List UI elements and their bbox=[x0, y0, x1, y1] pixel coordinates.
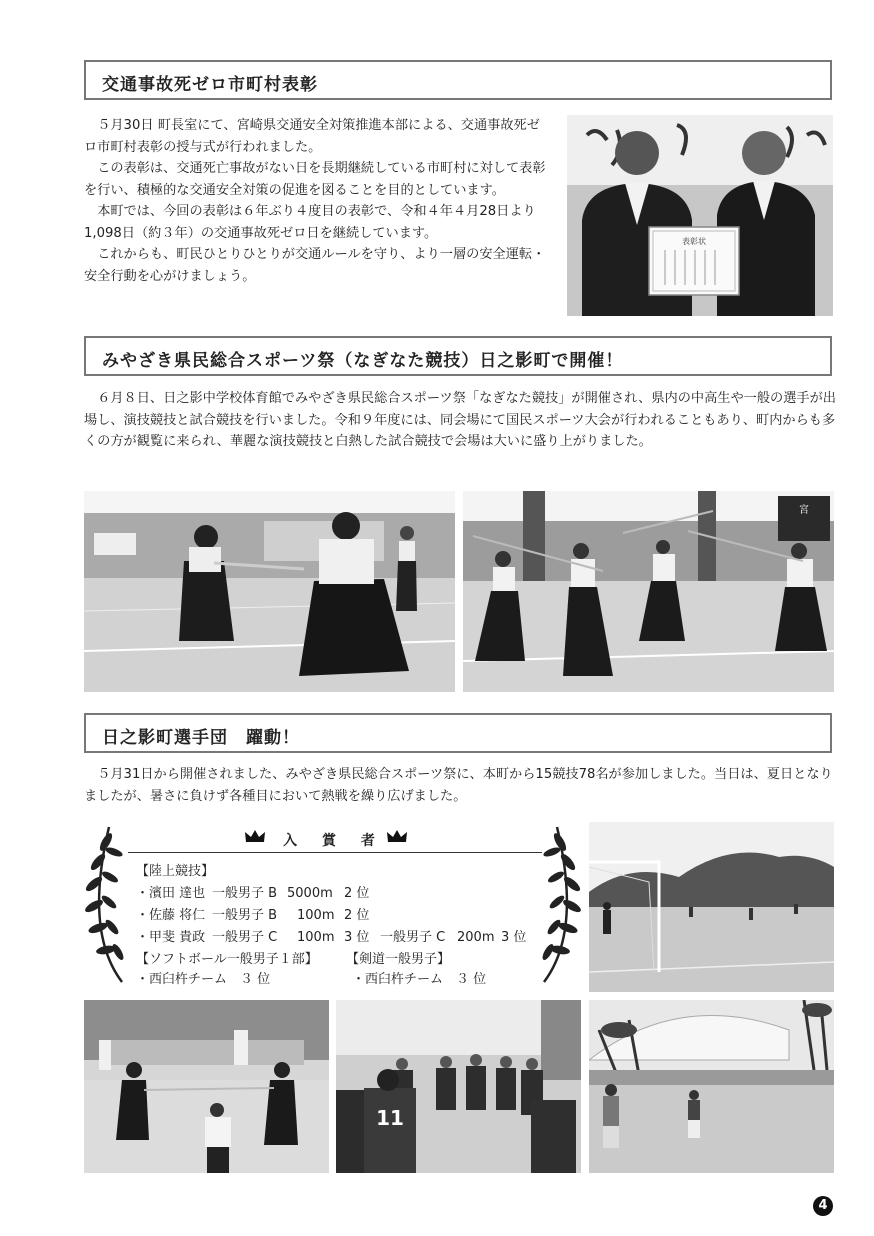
athlete-category: 一般男子 C bbox=[380, 930, 446, 945]
certificate-label: 表彰状 bbox=[682, 237, 706, 246]
section-header-naginata bbox=[84, 336, 832, 376]
venue-banner-text: 宮 bbox=[799, 505, 809, 516]
naginata-match-photo bbox=[84, 491, 455, 692]
kendo-result: ・西臼杵チーム ３ 位 bbox=[352, 972, 487, 987]
section-title: みやざき県民総合スポーツ祭（なぎなた競技）日之影町で開催！ bbox=[102, 351, 624, 371]
paragraph: これからも、町民ひとりひとりが交通ルールを守り、より一層の安全運転・安全行動を心がけましょう。 bbox=[84, 247, 546, 284]
award-winners-box bbox=[84, 822, 584, 992]
award-title: 入 賞 者 bbox=[283, 833, 385, 849]
athlete-place: 3 位 bbox=[344, 930, 370, 945]
section-header-team bbox=[84, 713, 832, 753]
athlete-place: 2 位 bbox=[344, 886, 370, 901]
traffic-award-text bbox=[84, 115, 552, 287]
athlete-name: ・佐藤 将仁 bbox=[136, 908, 206, 923]
award-divider bbox=[128, 852, 542, 853]
athlete-event: 100m bbox=[297, 930, 335, 945]
athlete-category: 一般男子 C bbox=[212, 930, 278, 945]
kendo-header: 【剣道一般男子】 bbox=[346, 952, 451, 967]
athlete-event: 100m bbox=[297, 908, 335, 923]
paragraph: ５月30日 町長室にて、宮崎県交通安全対策推進本部による、交通事故死ゼロ市町村表彰の授与式が行われました。 bbox=[84, 118, 540, 155]
naginata-demo-photo bbox=[463, 491, 834, 692]
soccer-field-photo bbox=[589, 822, 834, 992]
jersey-number: 11 bbox=[376, 1106, 404, 1130]
paragraph: この表彰は、交通死亡事故がない日を長期継続している市町村に対して表彰を行い、積極的な交通安全対策の促進を図ることを目的としています。 bbox=[84, 161, 546, 198]
paragraph: ５月31日から開催されました、みやざき県民総合スポーツ祭に、本町から15競技78名が参加しました。当日は、夏日となりましたが、暑さに負けず各種目において熱戦を繰り広げました。 bbox=[84, 767, 833, 804]
athlete-category: 一般男子 B bbox=[212, 886, 278, 901]
athlete-name: ・濱田 達也 bbox=[136, 886, 206, 901]
athlete-category: 一般男子 B bbox=[212, 908, 278, 923]
softball-team-photo bbox=[336, 1000, 581, 1173]
section-title: 日之影町選手団 躍動！ bbox=[102, 728, 300, 748]
paragraph: ６月８日、日之影中学校体育館でみやざき県民総合スポーツ祭「なぎなた競技」が開催され、県内の中高生や一般の選手が出場し、演技競技と試合競技を行いました。令和９年度には、同会場にて国民スポーツ大会が行われることもあり、町内からも多くの方が観覧に来られ、華麗な演技競技と白熱した試合競技で会場は大いに盛り上がりました。 bbox=[84, 391, 836, 449]
section-title: 交通事故死ゼロ市町村表彰 bbox=[102, 75, 318, 95]
kendo-match-photo bbox=[84, 1000, 329, 1173]
award-ceremony-photo bbox=[567, 115, 833, 316]
naginata-text bbox=[84, 388, 836, 453]
athletics-header: 【陸上競技】 bbox=[136, 864, 215, 879]
softball-header: 【ソフトボール一般男子１部】 bbox=[136, 952, 318, 967]
athlete-name: ・甲斐 貴政 bbox=[136, 930, 206, 945]
athlete-event: 5000m bbox=[287, 886, 333, 901]
athlete-event: 200m bbox=[457, 930, 495, 945]
softball-result: ・西臼杵チーム ３ 位 bbox=[136, 972, 271, 987]
section-header-traffic-award bbox=[84, 60, 832, 100]
athlete-place: 3 位 bbox=[501, 930, 527, 945]
team-text bbox=[84, 764, 836, 807]
page-number-badge: 4 bbox=[813, 1196, 833, 1216]
softball-game-photo bbox=[589, 1000, 834, 1173]
athlete-place: 2 位 bbox=[344, 908, 370, 923]
paragraph: 本町では、今回の表彰は６年ぶり４度目の表彰で、令和４年４月28日より1,098日（約３年）の交通事故死ゼロ日を継続しています。 bbox=[84, 204, 536, 241]
